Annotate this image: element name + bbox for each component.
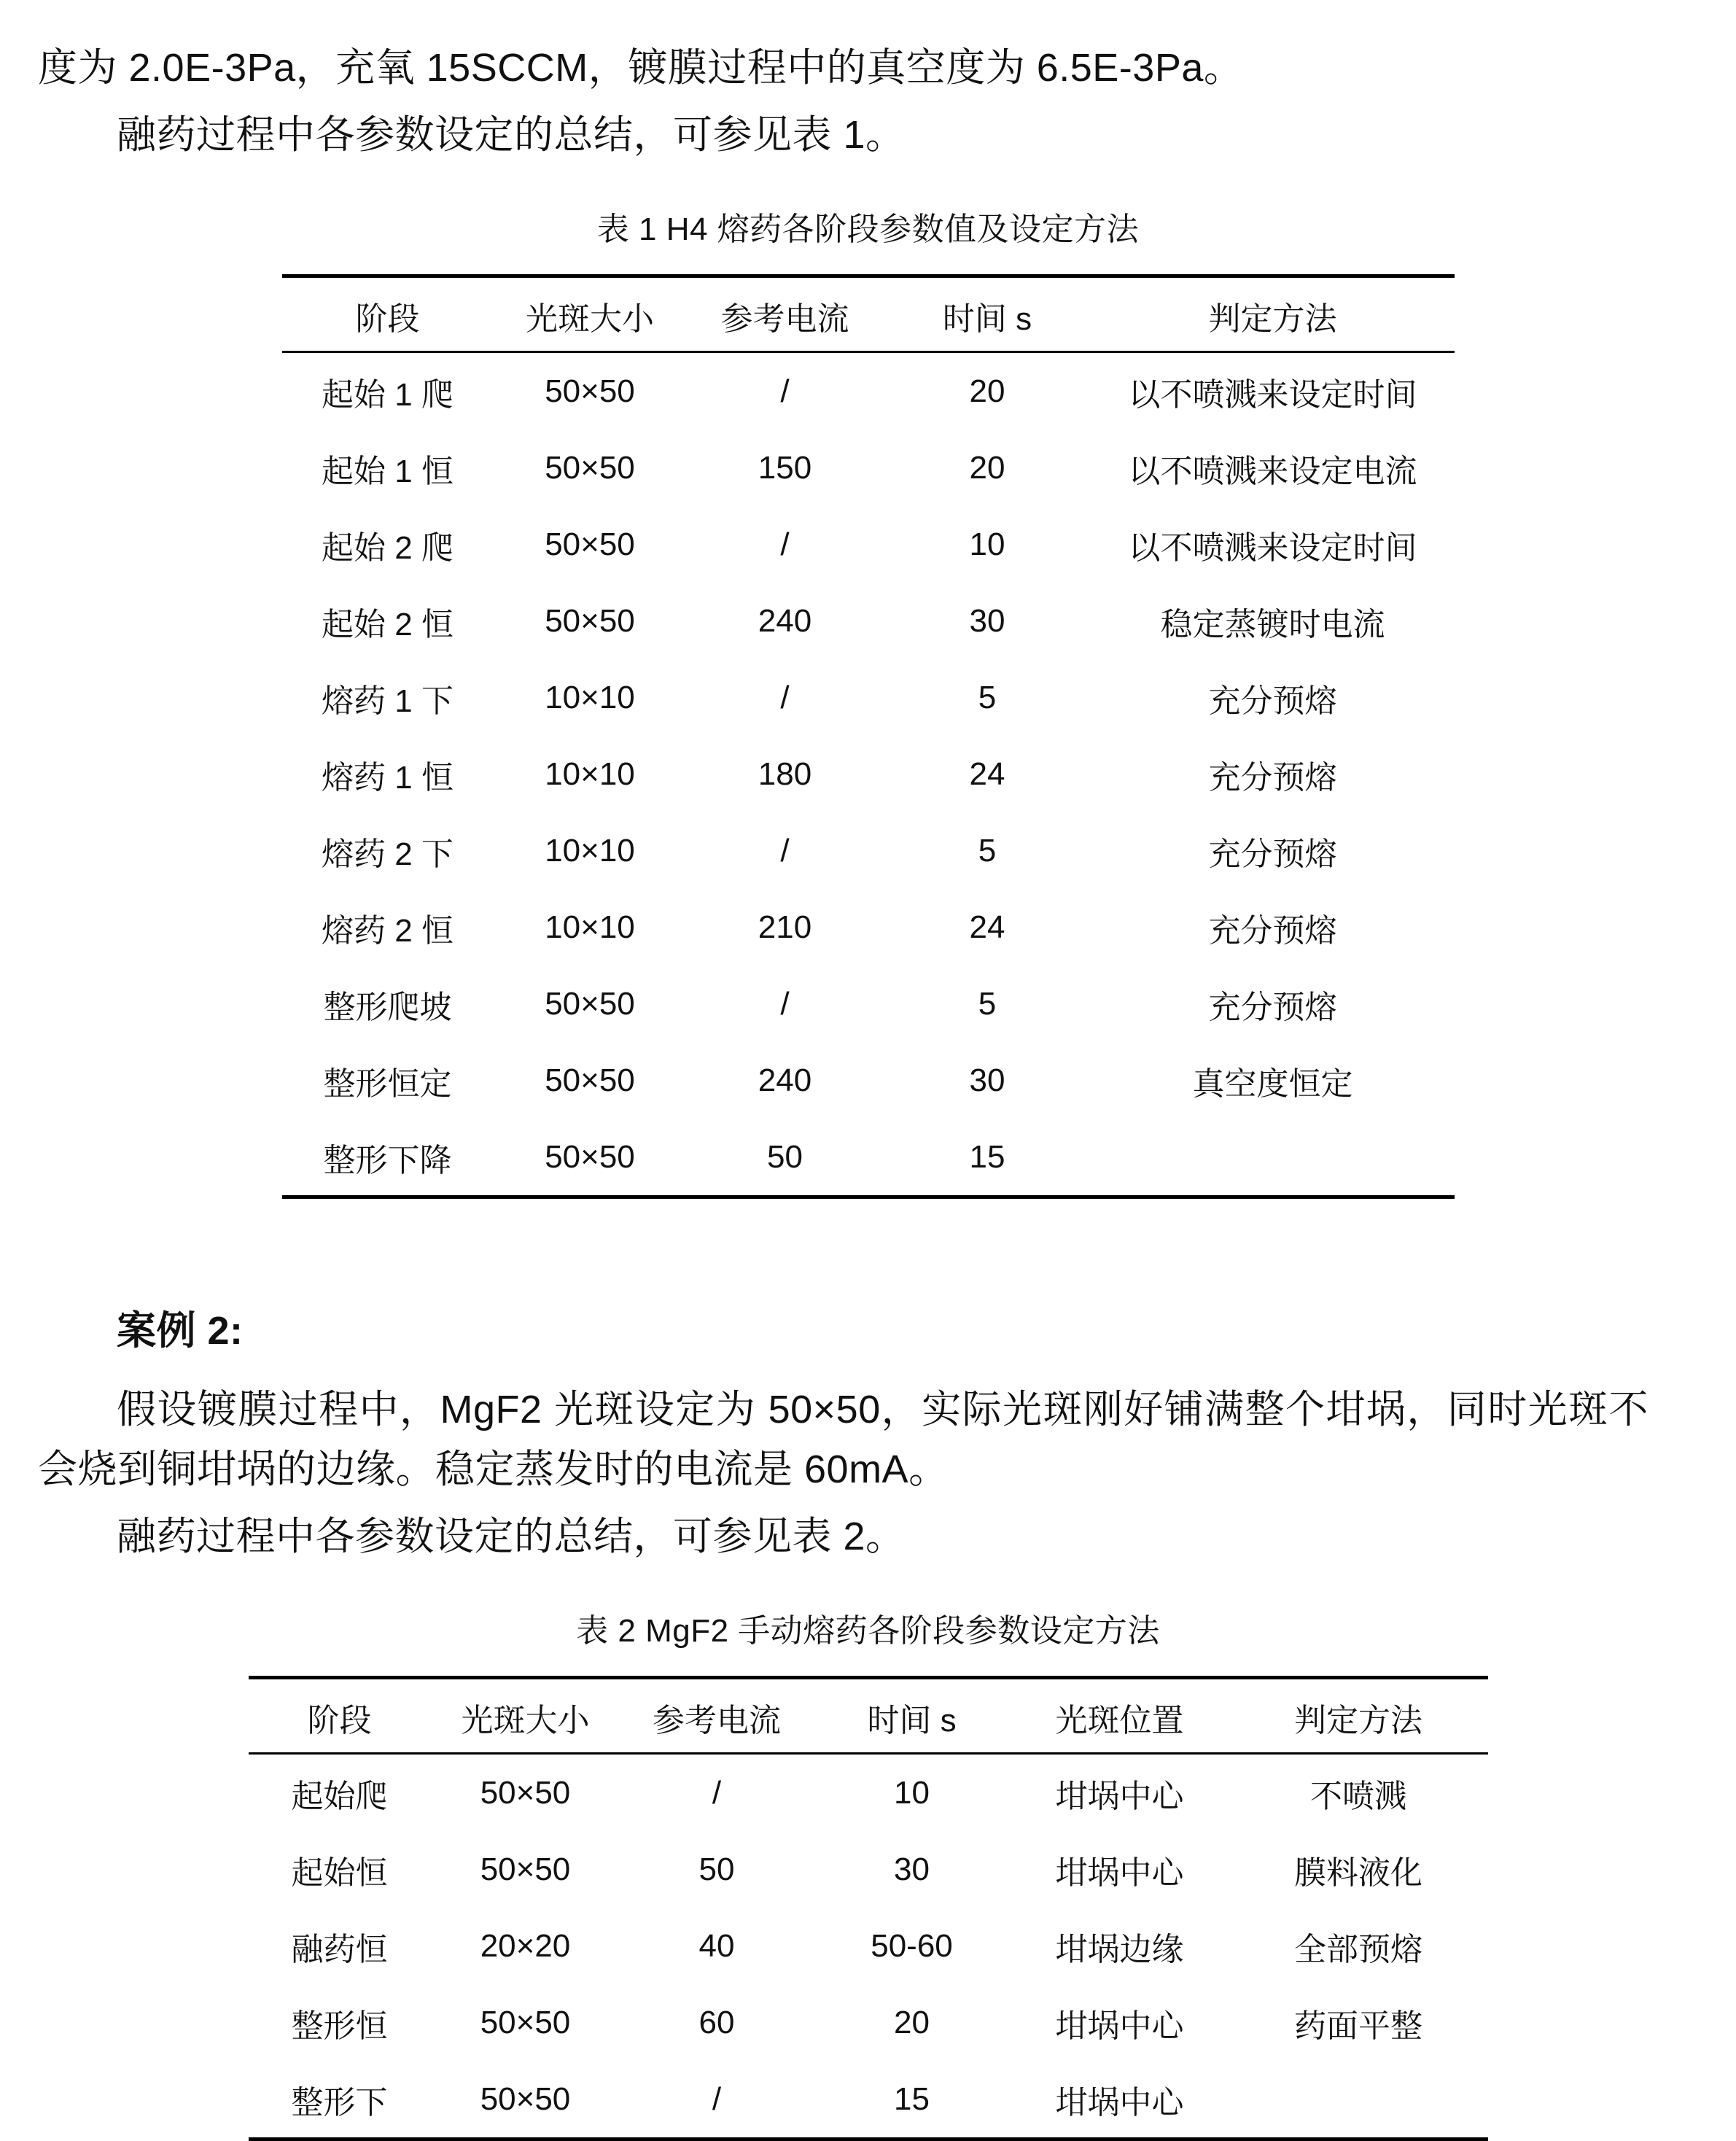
- cell: 起始 1 爬: [322, 377, 454, 413]
- cell: 30: [894, 1851, 930, 1888]
- table-2-col-reference-current: 参考电流: [620, 1678, 814, 1754]
- spacer-before-table-1: [0, 165, 1736, 203]
- cell: 坩埚中心: [1011, 2061, 1229, 2140]
- cell: 5: [978, 680, 997, 716]
- cell: 充分预熔: [1208, 913, 1337, 949]
- table-row: [282, 1042, 1455, 1119]
- cell: 20×20: [480, 1928, 571, 1965]
- cell: 20: [894, 2005, 930, 2041]
- cell: 不喷溅: [1310, 1779, 1406, 1815]
- table-2-caption: 表 2 MgF2 手动熔药各阶段参数设定方法: [576, 1613, 1160, 1650]
- table-row: [249, 1754, 1488, 1832]
- paragraph-see-table-2: 融药过程中各参数设定的总结，可参见表 2。: [117, 1515, 906, 1559]
- cell: 50×50: [545, 603, 635, 640]
- cell: 5: [978, 833, 997, 869]
- table-2-col-judgement-method: 判定方法: [1229, 1678, 1488, 1754]
- cell: 50×50: [545, 1062, 635, 1099]
- cell: 5: [978, 986, 997, 1022]
- table-row: [282, 506, 1455, 583]
- cell: 熔药 2 下: [322, 836, 454, 873]
- cell: 50: [698, 1851, 735, 1888]
- cell: 整形爬坡: [323, 990, 452, 1026]
- cell: 15: [884, 1119, 1091, 1197]
- cell: 真空度恒定: [1192, 1066, 1353, 1103]
- table-1-col-time: 时间 s: [884, 276, 1091, 352]
- table-2-col-spot-position: 光斑位置: [1011, 1678, 1229, 1754]
- table-1-header-row: [282, 276, 1455, 352]
- cell: /: [780, 373, 790, 410]
- cell: /: [780, 680, 790, 716]
- cell: 180: [758, 756, 812, 793]
- table-1-col-spot-size: 光斑大小: [494, 276, 687, 352]
- cell: 60: [698, 2005, 735, 2041]
- cell: 以不喷溅来设定时间: [1128, 530, 1417, 567]
- cell: 240: [758, 1062, 812, 1099]
- cell: 整形下降: [282, 1119, 494, 1197]
- table-row: [282, 736, 1455, 812]
- case-2-heading: 案例 2:: [117, 1309, 244, 1353]
- table-row: [249, 2061, 1488, 2140]
- cell: /: [712, 1775, 722, 1811]
- cell: 起始恒: [291, 1855, 388, 1892]
- cell: 210: [758, 909, 812, 946]
- cell: 整形下: [249, 2061, 431, 2140]
- table-1-body: [282, 352, 1455, 1197]
- cell: 坩埚中心: [1055, 1779, 1184, 1815]
- table-row: [282, 1119, 1455, 1197]
- table-2: [249, 1676, 1488, 2141]
- cell: 10: [894, 1775, 930, 1811]
- table-row: [249, 1908, 1488, 1984]
- cell: 熔药 1 恒: [322, 760, 454, 796]
- cell: 50-60: [871, 1928, 953, 1965]
- cell: 20: [969, 373, 1005, 410]
- cell: 30: [969, 603, 1005, 640]
- table-row: [282, 352, 1455, 430]
- cell: 10×10: [545, 756, 635, 793]
- cell: /: [780, 986, 790, 1022]
- spacer-after-case-heading: [0, 1361, 1736, 1380]
- cell: /: [780, 833, 790, 869]
- cell: 熔药 1 下: [322, 683, 454, 720]
- cell: 起始 1 恒: [322, 454, 454, 490]
- cell: 充分预熔: [1208, 683, 1337, 720]
- cell: 50×50: [494, 1119, 687, 1197]
- cell: 以不喷溅来设定时间: [1128, 377, 1417, 413]
- table-row: [282, 430, 1455, 506]
- spacer-after-table-1: [0, 1199, 1736, 1301]
- cell: 20: [969, 450, 1005, 486]
- cell: /: [780, 526, 790, 563]
- cell: 充分预熔: [1208, 836, 1337, 873]
- table-row: [282, 889, 1455, 965]
- table-2-col-stage: 阶段: [249, 1678, 431, 1754]
- cell: 50×50: [480, 1851, 571, 1888]
- cell: 起始爬: [291, 1779, 388, 1815]
- cell: 膜料液化: [1294, 1855, 1422, 1892]
- cell: 10: [969, 526, 1005, 563]
- cell: 50×50: [431, 2061, 620, 2140]
- cell: 融药恒: [291, 1932, 388, 1968]
- table-1-col-judgement-method: 判定方法: [1091, 276, 1455, 352]
- cell: 15: [814, 2061, 1011, 2140]
- table-row: [282, 812, 1455, 889]
- cell: 240: [758, 603, 812, 640]
- cell: 50: [687, 1119, 884, 1197]
- table-2-header-row: [249, 1678, 1488, 1754]
- cell: 坩埚边缘: [1055, 1932, 1184, 1968]
- cell: 充分预熔: [1208, 760, 1337, 796]
- cell: 坩埚中心: [1055, 1855, 1184, 1892]
- cell: 150: [758, 450, 812, 486]
- table-2-body: [249, 1754, 1488, 2140]
- spacer-after-p3: [0, 1499, 1736, 1507]
- table-2-block: [0, 1604, 1736, 2141]
- cell: 30: [969, 1062, 1005, 1099]
- cell: /: [620, 2061, 814, 2140]
- table-2-col-spot-size: 光斑大小: [431, 1678, 620, 1754]
- table-1-caption: 表 1 H4 熔药各阶段参数值及设定方法: [596, 211, 1140, 248]
- cell: 药面平整: [1294, 2008, 1422, 2045]
- table-row: [282, 965, 1455, 1042]
- cell: 50×50: [545, 450, 635, 486]
- cell: 40: [698, 1928, 735, 1965]
- table-1-col-stage: 阶段: [282, 276, 494, 352]
- table-2-col-time: 时间 s: [814, 1678, 1011, 1754]
- table-row: [282, 583, 1455, 659]
- cell: 熔药 2 恒: [322, 913, 454, 949]
- cell: 充分预熔: [1208, 990, 1337, 1026]
- cell: 50×50: [545, 986, 635, 1022]
- table-row: [249, 1831, 1488, 1908]
- table-1: [282, 274, 1455, 1199]
- cell: 整形恒定: [323, 1066, 452, 1103]
- table-row: [249, 1984, 1488, 2061]
- table-1-col-reference-current: 参考电流: [687, 276, 884, 352]
- cell: 10×10: [545, 680, 635, 716]
- cell: 50×50: [480, 2005, 571, 2041]
- cell: 24: [969, 909, 1005, 946]
- cell: 坩埚中心: [1055, 2008, 1184, 2045]
- cell: 50×50: [545, 373, 635, 410]
- cell: 50×50: [480, 1775, 571, 1811]
- cell: 起始 2 爬: [322, 530, 454, 567]
- table-1-block: [0, 203, 1736, 1199]
- cell: 50×50: [545, 526, 635, 563]
- cell: 全部预熔: [1294, 1932, 1422, 1968]
- cell: 稳定蒸镀时电流: [1160, 607, 1385, 643]
- spacer-after-p1: [0, 98, 1736, 105]
- cell: [1091, 1119, 1455, 1197]
- cell: 以不喷溅来设定电流: [1128, 454, 1417, 490]
- cell: 24: [969, 756, 1005, 793]
- cell: [1229, 2061, 1488, 2140]
- paragraph-see-table-1: 融药过程中各参数设定的总结，可参见表 1。: [117, 113, 906, 158]
- paragraph-case-2-description: 假设镀膜过程中，MgF2 光斑设定为 50×50，实际光斑刚好铺满整个坩埚，同时光斑不会烧到铜坩埚的边缘。稳定蒸发时的电流是 60mA。: [38, 1388, 1649, 1492]
- cell: 整形恒: [291, 2008, 388, 2045]
- top-spacer: [0, 0, 1736, 38]
- paragraph-vacuum-parameters: 度为 2.0E-3Pa，充氧 15SCCM，镀膜过程中的真空度为 6.5E-3Pa。: [38, 46, 1244, 90]
- table-row: [282, 659, 1455, 736]
- spacer-before-table-2: [0, 1566, 1736, 1604]
- cell: 10×10: [545, 909, 635, 946]
- cell: 起始 2 恒: [322, 607, 454, 643]
- cell: 10×10: [545, 833, 635, 869]
